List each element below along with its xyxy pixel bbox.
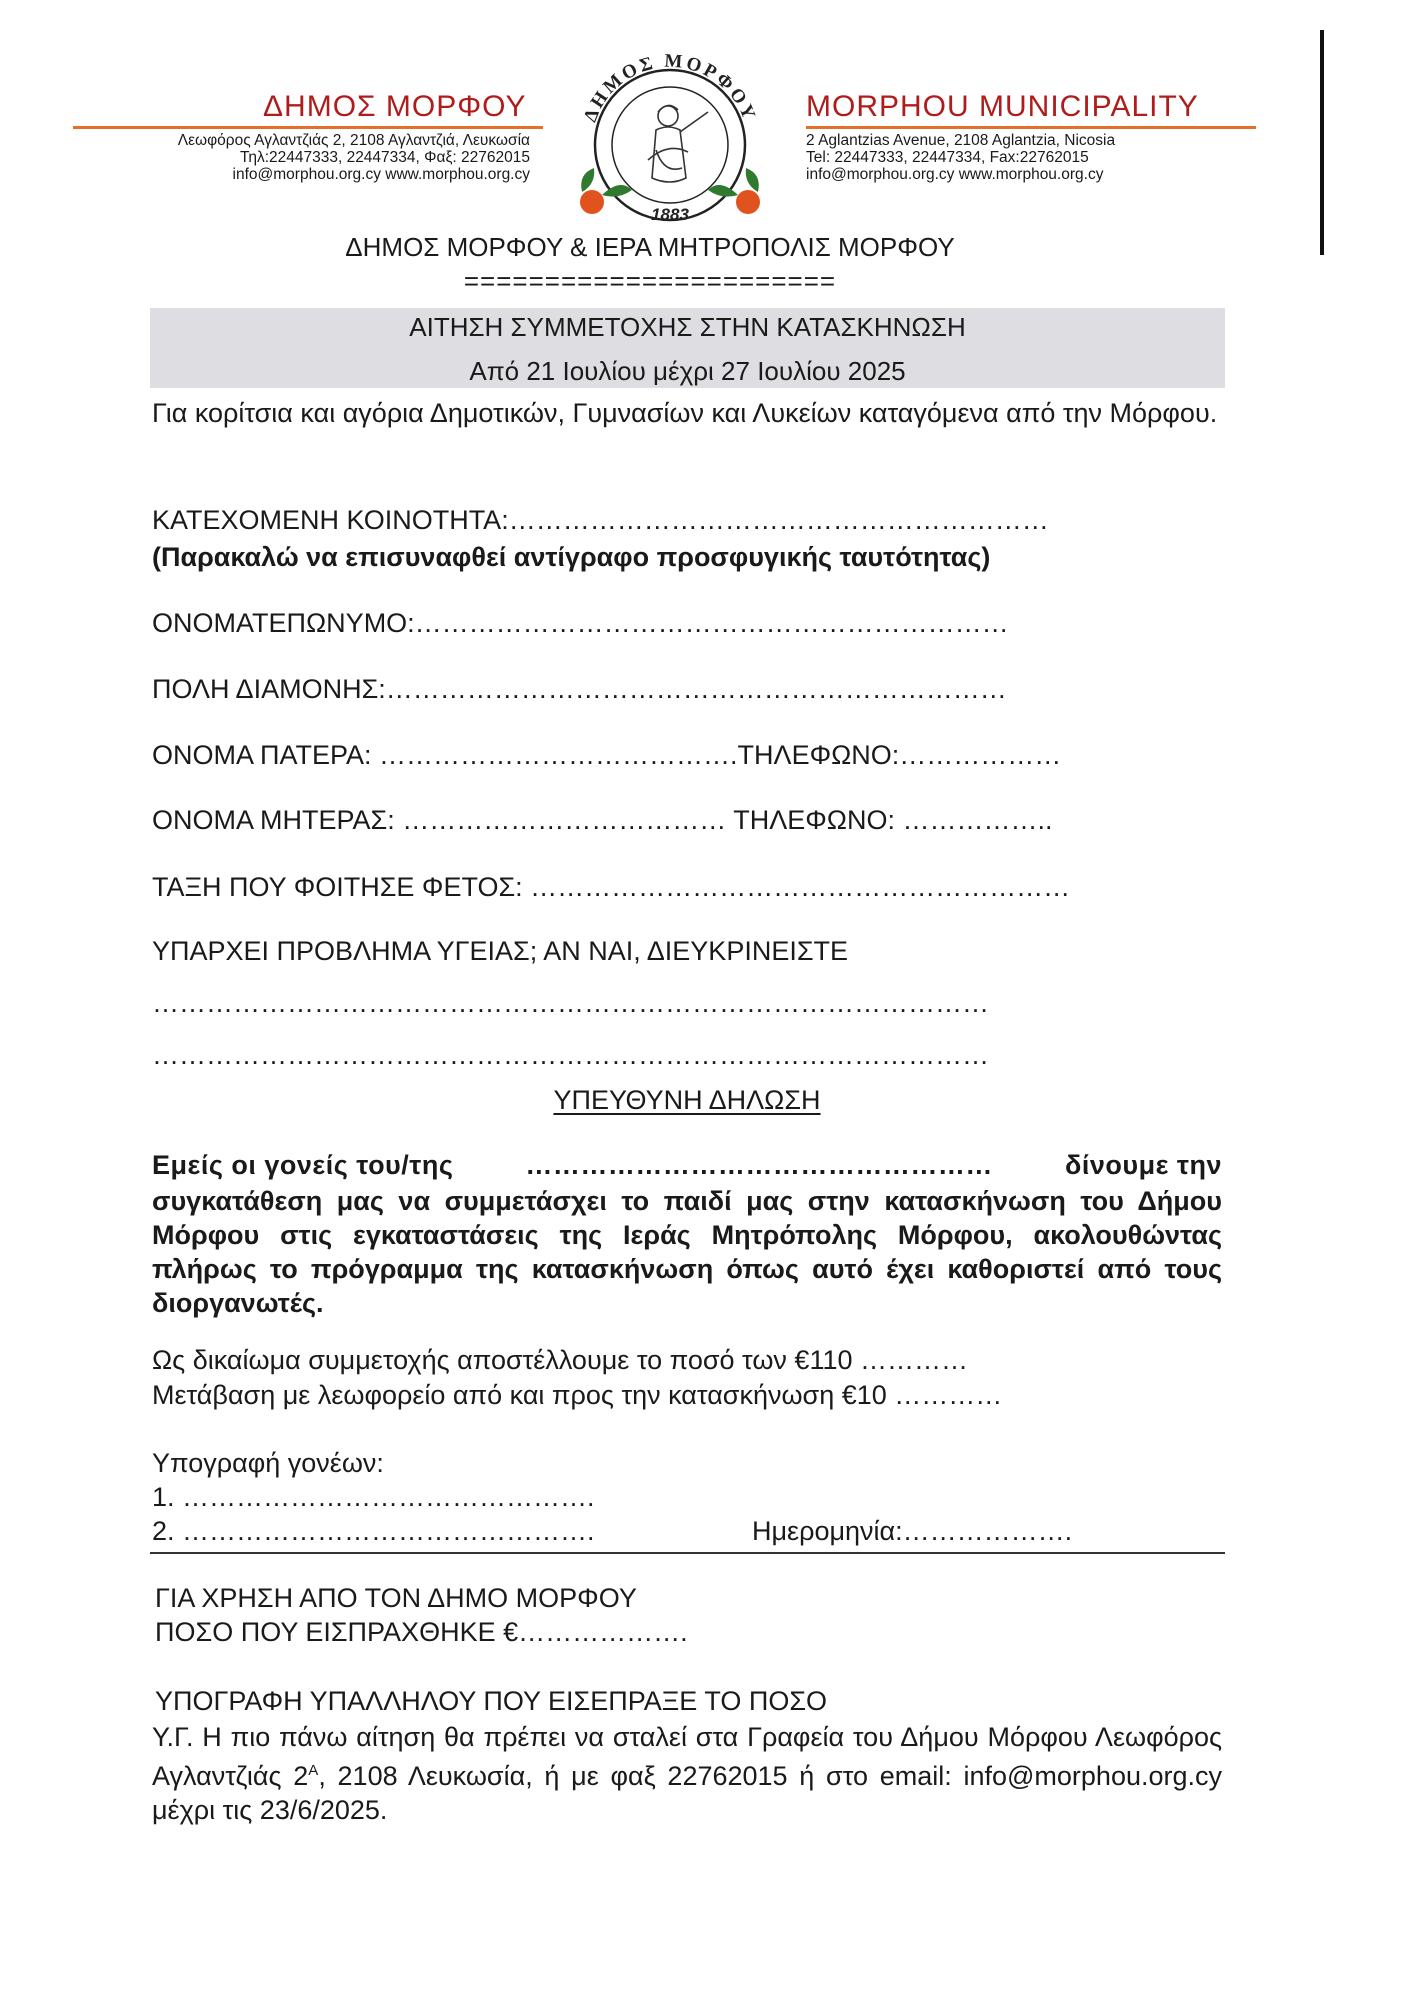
seal-year: 1883	[651, 205, 689, 224]
health-line-1[interactable]: …………………………………………………………………………………	[152, 988, 989, 1018]
footer-note-superscript: Α	[308, 1762, 319, 1779]
employee-signature-label: ΥΠΟΓΡΑΦΗ ΥΠΑΛΛΗΛΟΥ ΠΟΥ ΕΙΣΕΠΡΑΞΕ ΤΟ ΠΟΣΟ	[155, 1686, 828, 1716]
signature-line-2[interactable]: 2. ……………………………………….	[152, 1516, 595, 1546]
father-field[interactable]: ΟΝΟΜΑ ΠΑΤΕΡΑ: ………………………………….ΤΗΛΕΦΩΝΟ:………………	[152, 740, 1062, 770]
header-right-web: info@morphou.org.cy www.morphou.org.cy	[806, 166, 1104, 183]
header-right-divider	[806, 126, 1256, 129]
date-field[interactable]: Ημερομηνία:……………….	[752, 1516, 1073, 1546]
declaration-heading: ΥΠΕΥΘΥΝΗ ΔΗΛΩΣΗ	[553, 1085, 821, 1115]
signature-line-1[interactable]: 1. ……………………………………….	[152, 1482, 595, 1512]
declaration-parents-label: Εμείς οι γονείς του/της	[152, 1150, 454, 1180]
footer-note	[152, 1720, 1222, 1827]
header-right-contact	[806, 132, 1226, 183]
svg-text:ΔΗΜΟΣ ΜΟΡΦΟΥ: ΔΗΜΟΣ ΜΟΡΦΟΥ	[579, 50, 761, 126]
signature-divider	[150, 1552, 1225, 1554]
header-right-phones: Tel: 22447333, 22447334, Fax:22762015	[806, 149, 1089, 166]
signatures-label: Υπογραφή γονέων:	[152, 1448, 384, 1478]
fullname-field[interactable]: ΟΝΟΜΑΤΕΠΩΝΥΜΟ:…………………………………………………………	[152, 608, 1009, 638]
header-right-address: 2 Aglantzias Avenue, 2108 Aglantzia, Nicosia	[806, 132, 1116, 149]
bus-fee: Μετάβαση με λεωφορείο από και προς την κατασκήνωση €10 …………	[152, 1380, 1003, 1410]
header-left-address: Λεωφόρος Αγλαντζιάς 2, 2108 Αγλαντζιά, Λευκωσία	[177, 132, 530, 149]
header-left-contact	[70, 132, 530, 183]
community-field[interactable]: ΚΑΤΕΧΟΜΕΝΗ ΚΟΙΝΟΤΗΤΑ:……………………………………………………	[152, 505, 1049, 535]
declaration-body: συγκατάθεση μας να συμμετάσχει το παιδί μας στην κατασκήνωση του Δήμου Μόρφου στις εγκαταστάσεις της Ιεράς Μητρόπολης Μόρφου, ακολουθώντας πλήρως το πρόγραμμα της κατασκήνωση όπως αυτό έχει καθοριστεί από τους διοργανωτές.	[152, 1186, 1222, 1318]
participation-fee: Ως δικαίωμα συμμετοχής αποστέλλουμε το ποσό των €110 …………	[152, 1345, 968, 1375]
footer-note-part2: , 2108 Λευκωσία, ή με φαξ 22762015 ή στο email: info@morphou.org.cy μέχρι τις 23/6/2025.	[152, 1761, 1223, 1825]
header-left-phones: Τηλ:22447333, 22447334, Φαξ: 22762015	[239, 149, 530, 166]
header-left-title: ΔΗΜΟΣ ΜΟΡΦΟΥ	[263, 90, 527, 123]
header-right-title: MORPHOU MUNICIPALITY	[806, 90, 1199, 123]
amount-received-field[interactable]: ΠΟΣΟ ΠΟΥ ΕΙΣΠΡΑΧΘΗΚΕ €……………….	[155, 1617, 688, 1647]
community-note: (Παρακαλώ να επισυναφθεί αντίγραφο προσφυγικής ταυτότητας)	[152, 542, 991, 572]
declaration-consent-word: δίνουμε την	[1064, 1150, 1222, 1180]
form-title: ΑΙΤΗΣΗ ΣΥΜΜΕΤΟΧΗΣ ΣΤΗΝ ΚΑΤΑΣΚΗΝΩΣΗ	[409, 312, 966, 342]
mother-field[interactable]: ΟΝΟΜΑ ΜΗΤΕΡΑΣ: ……………………………… ΤΗΛΕΦΩΝΟ: ……………..	[152, 805, 1053, 835]
title-separator: =======================	[463, 266, 837, 296]
declaration-child-name-field[interactable]: ……………………………………………	[525, 1150, 993, 1180]
camp-dates: Από 21 Ιουλίου μέχρι 27 Ιουλίου 2025	[469, 356, 906, 386]
office-use-heading: ΓΙΑ ΧΡΗΣΗ ΑΠΟ ΤΟΝ ΔΗΜΟ ΜΟΡΦΟΥ	[155, 1583, 637, 1613]
city-field[interactable]: ΠΟΛΗ ΔΙΑΜΟΝΗΣ:……………………………………………………………	[152, 674, 1007, 704]
grade-field[interactable]: ΤΑΞΗ ΠΟΥ ΦΟΙΤΗΣΕ ΦΕΤΟΣ: ……………………………………………………	[152, 872, 1071, 902]
footer-note-part1: Υ.Γ. Η πιο πάνω αίτηση θα πρέπει να σταλεί στα Γραφεία του Δήμου Μόρφου Λεωφόρος Αγλαντζιάς 2	[152, 1722, 1222, 1791]
header-left-divider	[73, 126, 543, 129]
declaration-first-line	[152, 1150, 1222, 1181]
organizers-line: ΔΗΜΟΣ ΜΟΡΦΟΥ & ΙΕΡΑ ΜΗΤΡΟΠΟΛΙΣ ΜΟΡΦΟΥ	[345, 232, 955, 262]
intro-text: Για κορίτσια και αγόρια Δημοτικών, Γυμνασίων και Λυκείων καταγόμενα από την Μόρφου.	[152, 398, 1218, 428]
header-left-web: info@morphou.org.cy www.morphou.org.cy	[232, 166, 530, 183]
health-question: ΥΠΑΡΧΕΙ ΠΡΟΒΛΗΜΑ ΥΓΕΙΑΣ; ΑΝ ΝΑΙ, ΔΙΕΥΚΡΙΝΕΙΣΤΕ	[152, 936, 849, 966]
health-line-2[interactable]: …………………………………………………………………………………	[152, 1040, 989, 1070]
margin-mark	[1320, 30, 1324, 255]
municipality-seal-logo	[560, 50, 780, 230]
